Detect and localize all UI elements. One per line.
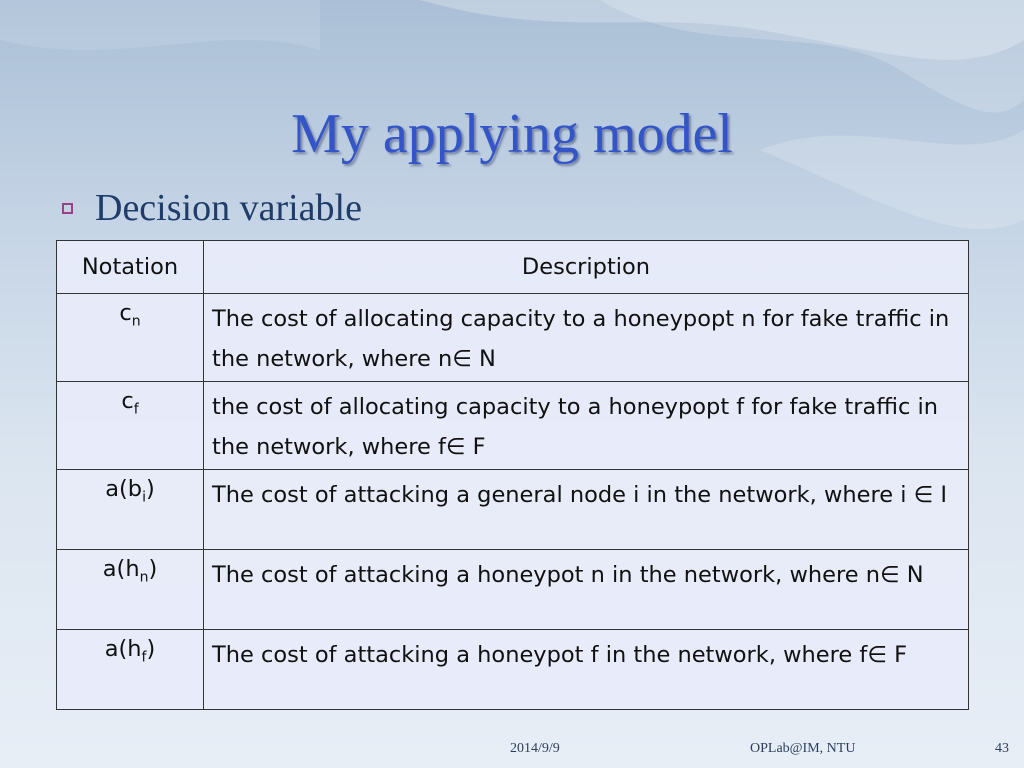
header-description: Description — [204, 241, 969, 294]
table-row — [57, 382, 969, 470]
notation-subscript: i — [142, 489, 146, 506]
footer-page-number: 43 — [995, 741, 1009, 756]
notation-cell — [57, 294, 204, 382]
footer-date: 2014/9/9 — [510, 741, 560, 756]
notation-cell — [57, 550, 204, 630]
notation-subscript: f — [141, 649, 147, 666]
notation-subscript: n — [131, 313, 141, 330]
notation-cell — [57, 630, 204, 710]
notation-subscript: n — [139, 569, 149, 586]
notation-symbol: a(h — [104, 636, 142, 662]
description-cell: The cost of allocating capacity to a honeypopt n for fake traffic in the network, where n∈ N — [204, 294, 969, 382]
notation-suffix: ) — [148, 556, 158, 582]
header-notation: Notation — [57, 241, 204, 294]
slide-title: My applying model — [291, 103, 733, 165]
description-cell: The cost of attacking a honeypot n in the network, where n∈ N — [204, 550, 969, 630]
notation-cell — [57, 470, 204, 550]
notation-subscript: f — [133, 401, 139, 418]
table-row — [57, 630, 969, 710]
description-cell: the cost of allocating capacity to a honeypopt f for fake traffic in the network, where f∈ F — [204, 382, 969, 470]
notation-suffix: ) — [145, 476, 155, 502]
notation-suffix: ) — [146, 636, 156, 662]
notation-symbol: a(h — [102, 556, 140, 582]
table-header-row — [57, 241, 969, 294]
description-cell: The cost of attacking a honeypot f in the network, where f∈ F — [204, 630, 969, 710]
table-row — [57, 470, 969, 550]
notation-cell — [57, 382, 204, 470]
table-row — [57, 294, 969, 382]
square-bullet-icon — [62, 203, 73, 214]
bullet-item — [62, 186, 362, 230]
notation-symbol: a(b — [105, 476, 143, 502]
notation-symbol: c — [119, 300, 132, 326]
description-cell: The cost of attacking a general node i in the network, where i ∈ I — [204, 470, 969, 550]
notation-symbol: c — [121, 388, 134, 414]
table-row — [57, 550, 969, 630]
bullet-text: Decision variable — [95, 187, 362, 229]
footer-organization: OPLab@IM, NTU — [750, 741, 856, 756]
decision-variable-table — [56, 240, 969, 710]
